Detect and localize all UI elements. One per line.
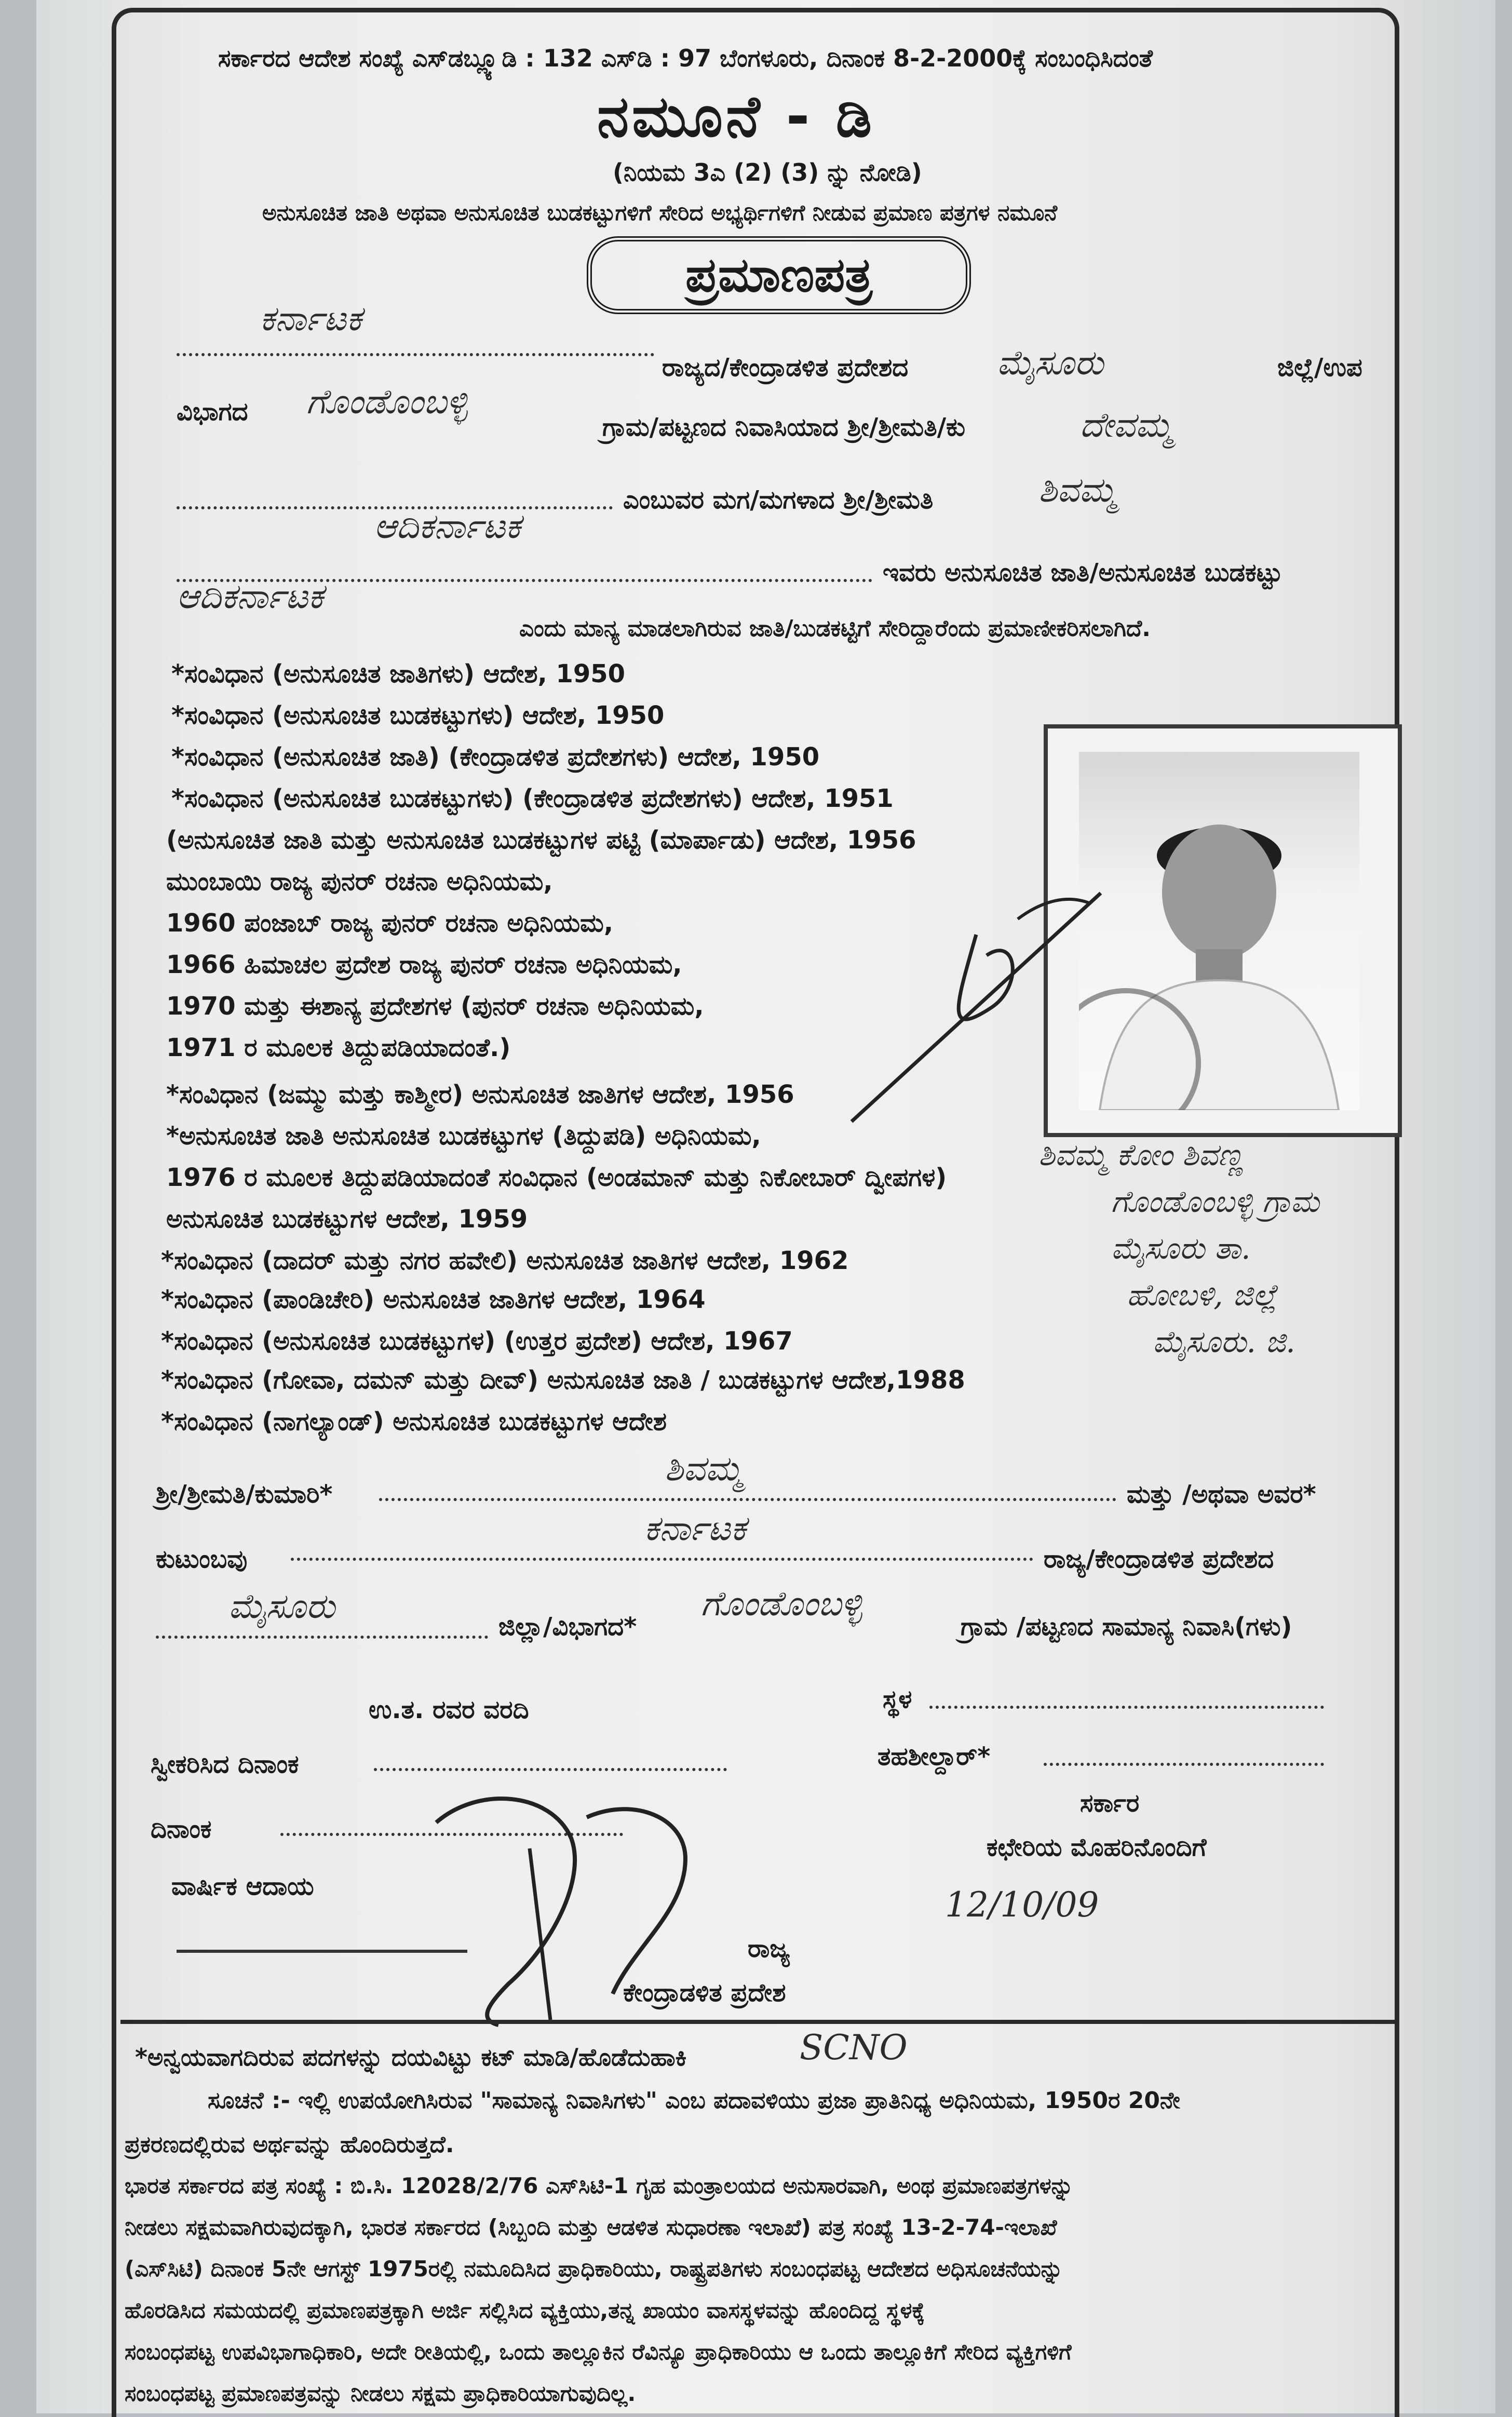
order-item: 1970 ಮತ್ತು ಈಶಾನ್ಯ ಪ್ರದೇಶಗಳ (ಪುನರ್ ರಚನಾ ಅಧಿನಿಯಮ, <box>166 992 704 1021</box>
field-line <box>374 1768 727 1771</box>
order-item: *ಸಂವಿಧಾನ (ಅನುಸೂಚಿತ ಬುಡಕಟ್ಟುಗಳ) (ಉತ್ತರ ಪ್ರದೇಶ) ಆದೇಶ, 1967 <box>161 1327 793 1356</box>
handwritten-address-line: ಶಿವಮ್ಮ ಕೋಂ ಶಿವಣ್ಣ <box>1038 1137 1244 1172</box>
order-item: *ಸಂವಿಧಾನ (ಜಮ್ಮು ಮತ್ತು ಕಾಶ್ಮೀರ) ಅನುಸೂಚಿತ ಜಾತಿಗಳ ಆದೇಶ, 1956 <box>166 1080 794 1109</box>
government-order-line: ಸರ್ಕಾರದ ಆದೇಶ ಸಂಖ್ಯೆ ಎಸ್‌ಡಬ್ಲ್ಯೂಡಿ : 132 ಎಸ್‌ಡಿ : 97 ಬೆಂಗಳೂರು, ದಿನಾಂಕ 8-2-2000ಕ್ಕೆ ಸಂಬಂಧಿಸಿದಂತೆ <box>218 44 1153 72</box>
order-item: *ಸಂವಿಧಾನ (ದಾದರ್ ಮತ್ತು ನಗರ ಹವೇಲಿ) ಅನುಸೂಚಿತ ಜಾತಿಗಳ ಆದೇಶ, 1962 <box>161 1246 849 1275</box>
village-label: ಗ್ರಾಮ/ಪಟ್ಟಣದ ನಿವಾಸಿಯಾದ ಶ್ರೀ/ಶ್ರೀಮತಿ/ಕು <box>602 413 966 442</box>
tahsildar-label: ತಹಶೀಲ್ದಾರ್* <box>878 1742 991 1771</box>
division-label: ವಿಭಾಗದ <box>177 397 248 426</box>
handwritten-village: ಗೊಂಡೊಂಬಳ್ಳಿ <box>701 1584 862 1624</box>
residence-name-label: ಶ್ರೀ/ಶ್ರೀಮತಿ/ಕುಮಾರಿ* <box>156 1480 333 1509</box>
handwritten-address-line: ಹೋಬಳಿ, ಜಿಲ್ಲೆ <box>1127 1277 1277 1313</box>
order-item: *ಸಂವಿಧಾನ (ಅನುಸೂಚಿತ ಬುಡಕಟ್ಟುಗಳು) (ಕೇಂದ್ರಾಡಳಿತ ಪ್ರದೇಶಗಳು) ಆದೇಶ, 1951 <box>171 784 894 813</box>
order-item: 1960 ಪಂಜಾಬ್ ರಾಜ್ಯ ಪುನರ್ ರಚನಾ ಅಧಿನಿಯಮ, <box>166 909 614 938</box>
form-subtitle: ಅನುಸೂಚಿತ ಜಾತಿ ಅಥವಾ ಅನುಸೂಚಿತ ಬುಡಕಟ್ಟುಗಳಿಗೆ ಸೇರಿದ ಅಭ್ಯರ್ಥಿಗಳಿಗೆ ನೀಡುವ ಪ್ರಮಾಣ ಪತ್ರಗಳ ನಮೂನೆ <box>262 200 1058 225</box>
rule-reference: (ನಿಯಮ 3ಎ (2) (3) ನ್ನು ನೋಡಿ) <box>613 158 922 186</box>
handwritten-address-line: ಮೈಸೂರು. ಜಿ. <box>1153 1324 1295 1359</box>
district-label: ಜಿಲ್ಲೆ/ಉಪ <box>1277 353 1362 382</box>
order-item: *ಅನುಸೂಚಿತ ಜಾತಿ ಅನುಸೂಚಿತ ಬುಡಕಟ್ಟುಗಳ (ತಿದ್ದುಪಡಿ) ಅಧಿನಿಯಮ, <box>166 1122 761 1151</box>
state-label-sign: ರಾಜ್ಯ <box>748 1934 790 1963</box>
order-item: *ಸಂವಿಧಾನ (ನಾಗಲ್ಯಾಂಡ್) ಅನುಸೂಚಿತ ಬುಡಕಟ್ಟುಗಳ ಆದೇಶ <box>161 1407 667 1436</box>
order-item: ಮುಂಬಾಯಿ ರಾಜ್ಯ ಪುನರ್ ರಚನಾ ಅಧಿನಿಯಮ, <box>166 867 553 896</box>
handwritten-state: ಕರ್ನಾಟಕ <box>644 1508 746 1548</box>
office-seal-label: ಕಛೇರಿಯ ಮೊಹರಿನೊಂದಿಗೆ <box>987 1833 1207 1862</box>
state-label: ರಾಜ್ಯದ/ಕೇಂದ್ರಾಡಳಿತ ಪ್ರದೇಶದ <box>662 353 909 382</box>
footer-paragraph-line: ನೀಡಲು ಸಕ್ಷಮವಾಗಿರುವುದಕ್ಕಾಗಿ, ಭಾರತ ಸರ್ಕಾರದ (ಸಿಬ್ಬಂದಿ ಮತ್ತು ಆಡಳಿತ ಸುಧಾರಣಾ ಇಲಾಖೆ) ಪತ್ರ ಸಂಖ್ಯೆ 13-2-74-ಇಲಾಖೆ <box>125 2215 1057 2240</box>
footer-paragraph-line: (ಎಸ್‌ಸಿಟಿ) ದಿನಾಂಕ 5ನೇ ಆಗಸ್ಟ್ 1975ರಲ್ಲಿ ನಮೂದಿಸಿದ ಪ್ರಾಧಿಕಾರಿಯು, ರಾಷ್ಟ್ರಪತಿಗಳು ಸಂಬಂಧಪಟ್ಟ ಆದೇಶದ ಅಧಿಸೂಚನೆಯನ್ನು <box>125 2256 1063 2281</box>
order-item: *ಸಂವಿಧಾನ (ಅನುಸೂಚಿತ ಜಾತಿ) (ಕೇಂದ್ರಾಡಳಿತ ಪ್ರದೇಶಗಳು) ಆದೇಶ, 1950 <box>171 742 820 772</box>
officer-signature-graphic <box>415 1776 779 2035</box>
field-line <box>177 353 654 356</box>
field-line <box>929 1706 1324 1709</box>
field-line <box>156 1636 488 1639</box>
handwritten-holder-name: ಶಿವಮ್ಮ <box>1038 470 1117 510</box>
order-item: 1971 ರ ಮೂಲಕ ತಿದ್ದುಪಡಿಯಾದಂತೆ.) <box>166 1033 511 1062</box>
form-title: ನಮೂನೆ - ಡಿ <box>597 83 875 150</box>
village-resident-label: ಗ್ರಾಮ /ಪಟ್ಟಣದ ಸಾಮಾನ್ಯ ನಿವಾಸಿ(ಗಳು) <box>961 1612 1292 1641</box>
order-item: *ಸಂವಿಧಾನ (ಅನುಸೂಚಿತ ಬುಡಕಟ್ಟುಗಳು) ಆದೇಶ, 1950 <box>171 701 665 730</box>
applied-date-label: ಸ್ವೀಕರಿಸಿದ ದಿನಾಂಕ <box>151 1750 299 1779</box>
strike-out-note: *ಅನ್ವಯವಾಗದಿರುವ ಪದಗಳನ್ನು ದಯವಿಟ್ಟು ಕಟ್ ಮಾಡಿ/ಹೊಡೆದುಹಾಕಿ <box>135 2043 687 2071</box>
handwritten-state: ಕರ್ನಾಟಕ <box>260 299 362 339</box>
order-item: 1966 ಹಿಮಾಚಲ ಪ್ರದೇಶ ರಾಜ್ಯ ಪುನರ್ ರಚನಾ ಅಧಿನಿಯಮ, <box>166 950 682 979</box>
ut-label-sign: ಕೇಂದ್ರಾಡಳಿತ ಪ್ರದೇಶ <box>623 1978 786 2007</box>
handwritten-code: SCNO <box>800 2028 908 2068</box>
handwritten-date: 12/10/09 <box>945 1885 1099 1925</box>
annual-income-label: ವಾರ್ಷಿಕ ಆದಾಯ <box>171 1872 314 1901</box>
footer-paragraph-line: ಸಂಬಂಧಪಟ್ಟ ಉಪವಿಭಾಗಾಧಿಕಾರಿ, ಅದೇ ರೀತಿಯಲ್ಲಿ, ಒಂದು ತಾಲ್ಲೂಕಿನ ರೆವಿನ್ಯೂ ಪ್ರಾಧಿಕಾರಿಯು ಆ ಒಂದು ತಾಲ್ಲೂಕಿಗೆ ಸೇರಿದ ವ್ಯಕ್ತಿಗಳಿಗೆ <box>125 2339 1072 2365</box>
handwritten-caste: ಆದಿಕರ್ನಾಟಕ <box>374 506 521 546</box>
place-label: ಸ್ಥಳ <box>883 1685 912 1714</box>
order-item: ಅನುಸೂಚಿತ ಬುಡಕಟ್ಟುಗಳ ಆದೇಶ, 1959 <box>166 1205 528 1234</box>
handwritten-person: ಶಿವಮ್ಮ <box>665 1449 743 1489</box>
order-item: 1976 ರ ಮೂಲಕ ತಿದ್ದುಪಡಿಯಾದಂತೆ ಸಂವಿಧಾನ (ಅಂಡಮಾನ್ ಮತ್ತು ನಿಕೋಬಾರ್ ದ್ವೀಪಗಳ) <box>166 1163 947 1192</box>
handwritten-parent: ದೇವಮ್ಮ <box>1080 405 1173 445</box>
order-item: *ಸಂವಿಧಾನ (ಗೋವಾ, ದಮನ್ ಮತ್ತು ದೀವ್) ಅನುಸೂಚಿತ ಜಾತಿ / ಬುಡಕಟ್ಟುಗಳ ಆದೇಶ,1988 <box>161 1366 965 1395</box>
handwritten-district: ಮೈಸೂರು <box>997 343 1104 383</box>
order-item: *ಸಂವಿಧಾನ (ಪಾಂಡಿಚೇರಿ) ಅನುಸೂಚಿತ ಜಾತಿಗಳ ಆದೇಶ, 1964 <box>161 1285 706 1314</box>
footer-paragraph-line: ಭಾರತ ಸರ್ಕಾರದ ಪತ್ರ ಸಂಖ್ಯೆ : ಬಿ.ಸಿ. 12028/2/76 ಎಸ್‌ಸಿಟಿ-1 ಗೃಹ ಮಂತ್ರಾಲಯದ ಅನುಸಾರವಾಗಿ, ಅಂಥ ಪ್ರಮಾಣಪತ್ರಗಳನ್ನು <box>125 2173 1074 2198</box>
district-division-label: ಜಿಲ್ಲಾ/ವಿಭಾಗದ* <box>498 1612 637 1641</box>
handwritten-address-line: ಮೈಸೂರು ತಾ. <box>1111 1231 1251 1266</box>
note-line: ಪ್ರಕರಣದಲ್ಲಿರುವ ಅರ್ಥವನ್ನು ಹೊಂದಿರುತ್ತದೆ. <box>125 2131 454 2158</box>
attesting-signature-graphic <box>820 872 1142 1142</box>
field-line <box>379 1498 1116 1501</box>
family-label: ಕುಟುಂಬವು <box>156 1545 248 1574</box>
footer-paragraph-line: ಹೊರಡಿಸಿದ ಸಮಯದಲ್ಲಿ ಪ್ರಮಾಣಪತ್ರಕ್ಕಾಗಿ ಅರ್ಜಿ ಸಲ್ಲಿಸಿದ ವ್ಯಕ್ತಿಯು,ತನ್ನ ಖಾಯಂ ವಾಸಸ್ಥಳವನ್ನು ಹೊಂದಿದ್ದ ಸ್ಥಳಕ್ಕೆ <box>125 2298 925 2323</box>
residence-family-label: ಮತ್ತು /ಅಥವಾ ಅವರ* <box>1127 1480 1316 1509</box>
footer-paragraph-line: ಸಂಬಂಧಪಟ್ಟ ಪ್ರಮಾಣಪತ್ರವನ್ನು ನೀಡಲು ಸಕ್ಷಮ ಪ್ರಾಧಿಕಾರಿಯಾಗುವುದಿಲ್ಲ. <box>125 2381 636 2406</box>
certificate-banner: ಪ್ರಮಾಣಪತ್ರ <box>587 236 971 314</box>
field-line <box>291 1558 1033 1561</box>
report-title: ಉ.ತ. ರವರ ವರದಿ <box>369 1695 529 1724</box>
footer-divider <box>120 2020 1398 2024</box>
field-line <box>1044 1763 1324 1766</box>
seal-label: ಸರ್ಕಾರ <box>1080 1789 1140 1818</box>
handwritten-village: ಗೊಂಡೊಂಬಳ್ಳಿ <box>306 382 468 422</box>
caste-status-label: ಇವರು ಅನುಸೂಚಿತ ಜಾತಿ/ಅನುಸೂಚಿತ ಬುಡಕಟ್ಟು <box>883 558 1282 587</box>
issued-date-label: ದಿನಾಂಕ <box>151 1815 212 1844</box>
son-daughter-label: ಎಂಬುವರ ಮಗ/ಮಗಳಾದ ಶ್ರೀ/ಶ್ರೀಮತಿ <box>623 485 934 515</box>
certification-statement: ಎಂದು ಮಾನ್ಯ ಮಾಡಲಾಗಿರುವ ಜಾತಿ/ಬುಡಕಟ್ಟಿಗೆ ಸೇರಿದ್ದಾರೆಂದು ಪ್ರಮಾಣೀಕರಿಸಲಾಗಿದೆ. <box>519 615 1151 642</box>
handwritten-caste-category: ಆದಿಕರ್ನಾಟಕ <box>177 576 323 616</box>
note-line: ಸೂಚನೆ :- ಇಲ್ಲಿ ಉಪಯೋಗಿಸಿರುವ "ಸಾಮಾನ್ಯ ನಿವಾಸಿಗಳು" ಎಂಬ ಪದಾವಳಿಯು ಪ್ರಜಾ ಪ್ರಾತಿನಿಧ್ಯ ಅಧಿನಿಯಮ, 1950ರ 20ನೇ <box>208 2087 1180 2114</box>
order-item: (ಅನುಸೂಚಿತ ಜಾತಿ ಮತ್ತು ಅನುಸೂಚಿತ ಬುಡಕಟ್ಟುಗಳ ಪಟ್ಟಿ (ಮಾರ್ಪಾಡು) ಆದೇಶ, 1956 <box>166 826 916 855</box>
state-ut-label: ರಾಜ್ಯ/ಕೇಂದ್ರಾಡಳಿತ ಪ್ರದೇಶದ <box>1044 1545 1274 1574</box>
handwritten-address-line: ಗೊಂಡೊಂಬಳ್ಳಿ ಗ್ರಾಮ <box>1111 1184 1319 1219</box>
handwritten-district: ಮೈಸೂರು <box>228 1586 335 1626</box>
order-item: *ಸಂವಿಧಾನ (ಅನುಸೂಚಿತ ಜಾತಿಗಳು) ಆದೇಶ, 1950 <box>171 659 626 688</box>
